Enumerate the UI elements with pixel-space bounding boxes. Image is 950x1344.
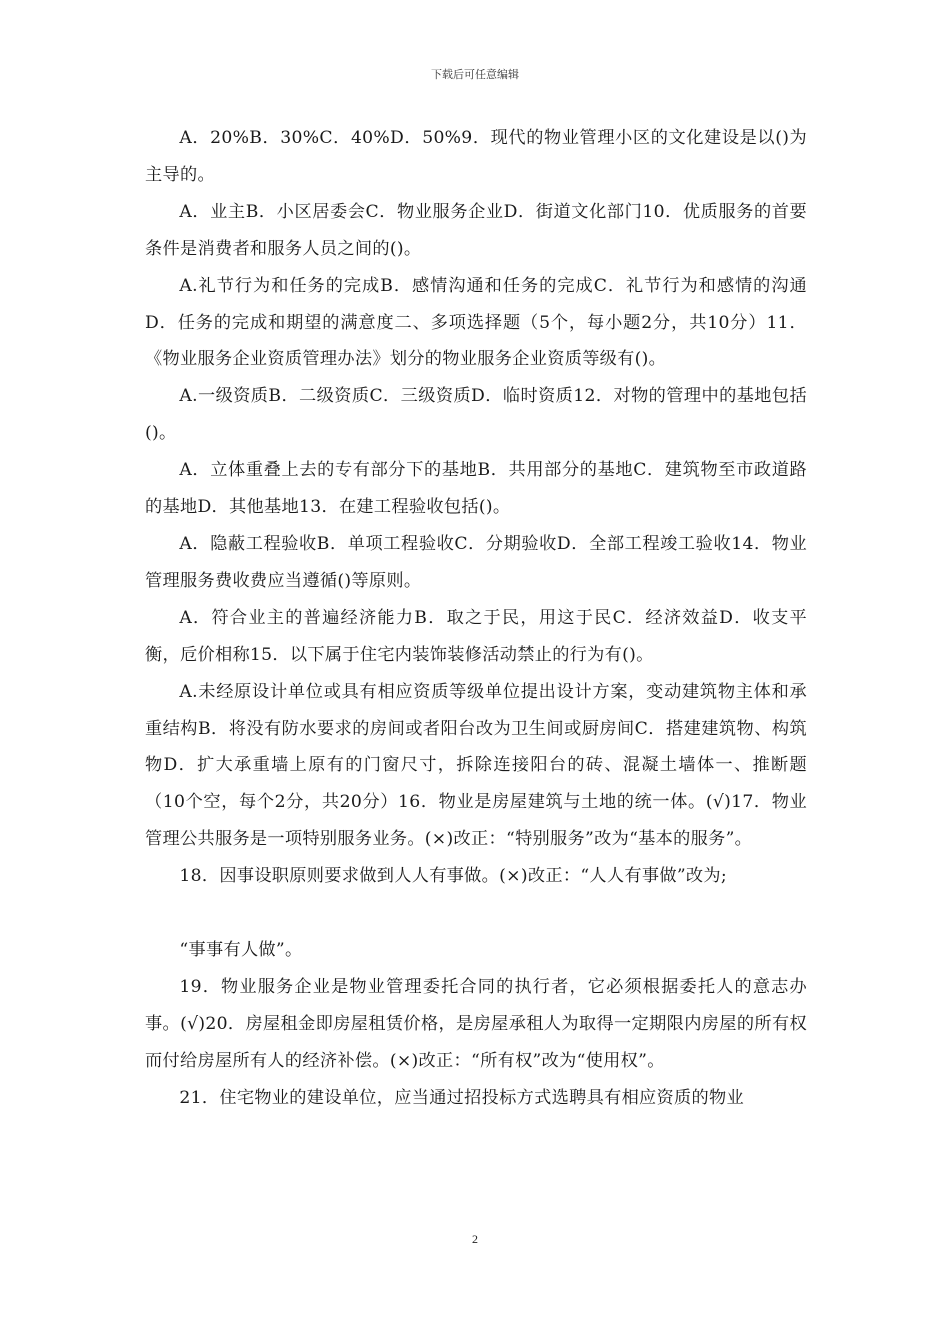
paragraph: A．符合业主的普遍经济能力B．取之于民，用这于民C．经济效益D．收支平衡，卮价相称15．以下属于住宅内装饰装修活动禁止的行为有()。 xyxy=(145,607,807,665)
paragraph: 19．物业服务企业是物业管理委托合同的执行者，它必须根据委托人的意志办事。(√)20．房屋租金即房屋租赁价格，是房屋承租人为取得一定期限内房屋的所有权而付给房屋所有人的经济补偿。(×)改正：“所有权”改为“使用权”。 xyxy=(145,976,807,1071)
paragraph: 21．住宅物业的建设单位，应当通过招投标方式选聘具有相应资质的物业 xyxy=(179,1087,744,1108)
page-header: 下载后可任意编辑 xyxy=(431,68,519,81)
paragraph: 18．因事设职原则要求做到人人有事做。(×)改正：“人人有事做”改为; xyxy=(179,866,728,887)
paragraph: A．20%B．30%C．40%D．50%9．现代的物业管理小区的文化建设是以()为主导的。 xyxy=(145,128,807,185)
document-body xyxy=(145,120,807,1117)
paragraph: A.一级资质B．二级资质C．三级资质D．临时资质12．对物的管理中的基地包括()。 xyxy=(145,386,807,444)
page-number: 2 xyxy=(472,1232,478,1246)
paragraph: A.未经原设计单位或具有相应资质等级单位提出设计方案，变动建筑物主体和承重结构B．将没有防水要求的房间或者阳台改为卫生间或厨房间C．搭建建筑物、构筑物D．扩大承重墙上原有的门窗尺寸，拆除连接阳台的砖、混凝土墙体一、推断题（10个空，每个2分，共20分）16．物业是房屋建筑与土地的统一体。(√)17．物业管理公共服务是一项特别服务业务。(×)改正：“特别服务”改为“基本的服务”。 xyxy=(145,681,807,850)
blank-line xyxy=(145,895,807,932)
paragraph: A．立体重叠上去的专有部分下的基地B．共用部分的基地C．建筑物至市政道路的基地D．其他基地13．在建工程验收包括()。 xyxy=(145,460,807,518)
paragraph: A．隐蔽工程验收B．单项工程验收C．分期验收D．全部工程竣工验收14．物业管理服务费收费应当遵循()等原则。 xyxy=(145,533,807,591)
paragraph: A．业主B．小区居委会C．物业服务企业D．街道文化部门10．优质服务的首要条件是消费者和服务人员之间的()。 xyxy=(145,201,807,259)
paragraph: A.礼节行为和任务的完成B．感情沟通和任务的完成C．礼节行为和感情的沟通D．任务的完成和期望的满意度二、多项选择题（5个，每小题2分，共10分）11．《物业服务企业资质管理办法》划分的物业服务企业资质等级有()。 xyxy=(145,275,807,370)
paragraph: “事事有人做”。 xyxy=(179,940,303,961)
